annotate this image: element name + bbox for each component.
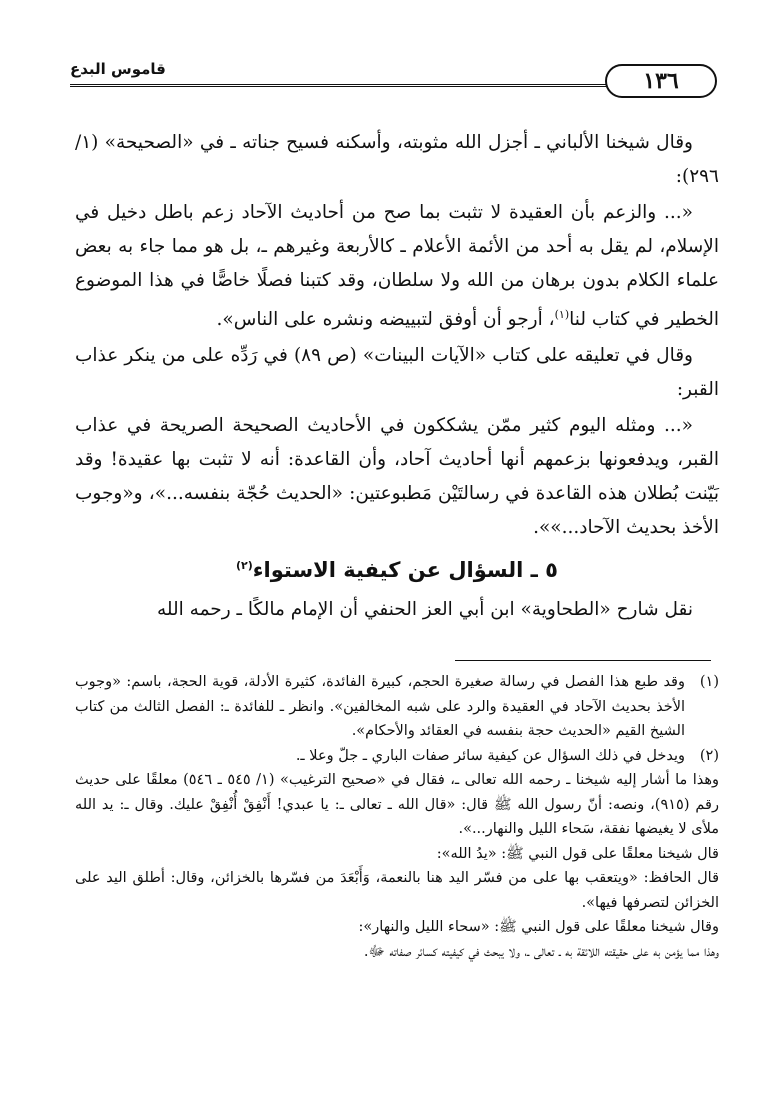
paragraph-text: ، أرجو أن أوفق لتبييضه ونشره على الناس». xyxy=(216,309,555,331)
paragraph-text: نقل شارح «الطحاوية» ابن أبي العز الحنفي أن الإمام مالكًا ـ رحمه الله xyxy=(156,599,693,621)
footnote-continuation: قال الحافظ: «ويتعقب بها على من فسّر اليد هنا بالنعمة، وَأَبْعَدَ من فسّرها بالخزائن، وقال: أطلق اليد على الخزائن لتصرفها فيها». xyxy=(75,870,719,911)
page-number: ١٣٦ xyxy=(605,64,717,98)
footnote-ref: (١) xyxy=(554,308,570,321)
paragraph-text: وقال شيخنا الألباني ـ أجزل الله مثوبته، وأسكنه فسيح جناته ـ في «الصحيحة» (١/ ٢٩٦): xyxy=(75,132,719,187)
footnote-text: ويدخل في ذلك السؤال عن كيفية سائر صفات الباري ـ جلّ وعلا ـ. xyxy=(295,747,685,764)
section-heading-text: ٥ ـ السؤال عن كيفية الاستواء xyxy=(252,558,558,583)
quote-paragraph xyxy=(75,196,719,337)
paragraph-text: «... والزعم بأن العقيدة لا تثبت بما صح من أحاديث الآحاد زعم باطل دخيل في الإسلام، لم يقل به أحد من الأئمة الأعلام ـ كالأربعة وغيرهم ـ، بل هو مما جاء به بعض علماء الكلام بدون برهان من الله ولا سلطان، وقد كتبنا فصلًا خاصًّا في هذا الموضوع الخطير في كتاب لنا xyxy=(75,202,719,331)
footnote-continuation: وهذا ما أشار إليه شيخنا ـ رحمه الله تعالى ـ، فقال في «صحيح الترغيب» (١/ ٥٤٥ ـ ٥٤٦) معلقًا على حديث رقم (٩١٥)، ونصه: أنّ رسول الله ﷺ قال: «قال الله ـ تعالى ـ: يا عبدي! أَنْفِقْ أُنْفِقْ عليك. وقال ـ: يد الله ملأى لا يغيضها نفقة، سَحاء الليل والنهار...». xyxy=(75,772,720,837)
footnote xyxy=(75,744,719,769)
footnote xyxy=(75,670,719,744)
header-rule xyxy=(70,84,607,87)
footnotes xyxy=(75,670,719,964)
page-header xyxy=(70,60,719,100)
footnote-continuation: وقال شيخنا معلقًا على قول النبي ﷺ: «سحاء الليل والنهار»: xyxy=(358,919,719,935)
footnote-text: وقد طبع هذا الفصل في رسالة صغيرة الحجم، كبيرة الفائدة، كثيرة الأدلة، قوية الحجة، باسم: «وجوب الأخذ بحديث الآحاد في العقيدة والرد على شبه المخالفين». وانظر ـ للفائدة ـ: الفصل الثالث من كتاب الشيخ القيم «الحديث حجة بنفسه في العقائد والأحكام». xyxy=(75,674,685,739)
footnote-ref: (٢) xyxy=(236,559,253,573)
footnote-number: (١) xyxy=(699,674,719,690)
paragraph xyxy=(75,126,719,194)
paragraph-text: «... ومثله اليوم كثير ممّن يشككون في الأحاديث الصحيحة الصريحة في عذاب القبر، ويدفعونها بزعمهم أنها أحاديث آحاد، وأن القاعدة: أنه لا تثبت بها عقيدة! وقد بَيّنت بُطلان هذه القاعدة في رسالتَيْن مَطبوعتين: «الحديث حُجّة بنفسه...»، و«وجوب الأخذ بحديث الآحاد...»». xyxy=(75,415,719,539)
footnote-divider xyxy=(455,660,711,661)
footnote-continuation: وهذا مما يؤمن به على حقيقته اللائقة به ـ تعالى ـ، ولا يبحث في كيفيته كسائر صفاته ﷻ. xyxy=(363,943,719,960)
section-heading xyxy=(75,549,719,587)
book-title: قاموس البدع xyxy=(70,60,166,78)
main-text xyxy=(75,126,719,629)
footnote-continuation: قال شيخنا معلقًا على قول النبي ﷺ: «يدُ الله»: xyxy=(436,845,719,862)
paragraph xyxy=(75,593,719,627)
footnote-number: (٢) xyxy=(699,747,719,764)
paragraph-text: وقال في تعليقه على كتاب «الآيات البينات» (ص ٨٩) في رَدِّه على من ينكر عذاب القبر: xyxy=(75,345,719,401)
paragraph xyxy=(75,339,719,407)
quote-paragraph xyxy=(75,409,719,545)
